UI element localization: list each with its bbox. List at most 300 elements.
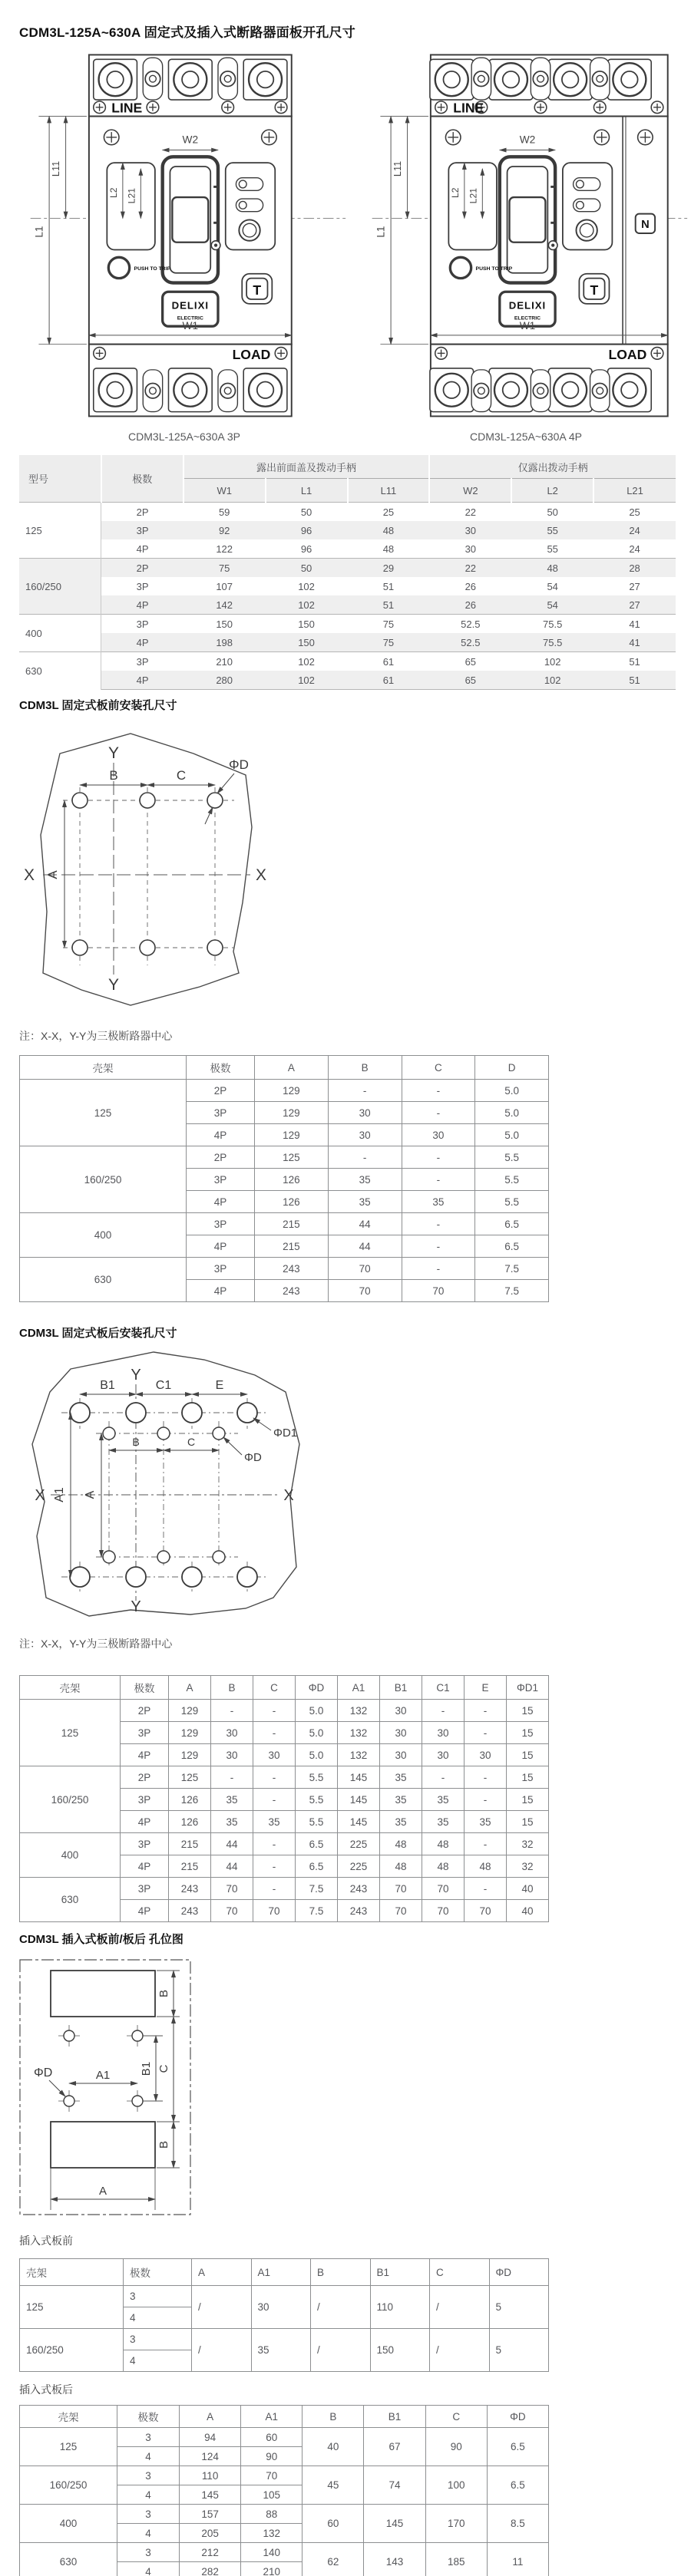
table-row [20, 1213, 549, 1235]
rear-mount-hole-drawing [15, 1344, 315, 1624]
dim-label-c: C [187, 1436, 196, 1448]
data-cell: 125 [20, 2286, 124, 2329]
data-cell: 4P [101, 671, 183, 690]
data-cell: 30 [251, 2286, 311, 2329]
data-cell: 50 [266, 559, 348, 578]
data-cell: 3 [117, 2543, 180, 2562]
w2-dim-label: W2 [519, 134, 536, 146]
data-table [19, 1675, 549, 1922]
dim-label-b: B [132, 1436, 140, 1448]
header-cell: 极数 [101, 455, 183, 503]
data-cell: 70 [211, 1878, 253, 1900]
indicator-recess [226, 163, 276, 249]
data-cell: 6.5 [296, 1833, 338, 1855]
line-label: LINE [111, 100, 143, 116]
header-cell: D [475, 1056, 549, 1080]
data-cell: 15 [507, 1766, 549, 1789]
dim-label-b-top: B [157, 1989, 170, 1998]
load-label: LOAD [608, 347, 647, 363]
toggle-handle [500, 157, 555, 282]
data-cell: 70 [328, 1280, 402, 1302]
data-cell: 70 [422, 1878, 465, 1900]
data-cell: 70 [465, 1900, 507, 1922]
data-cell: 30 [422, 1744, 465, 1766]
data-cell: 3 [117, 2428, 180, 2447]
table-row [20, 2543, 549, 2562]
header-cell: 极数 [187, 1056, 255, 1080]
data-cell: 5 [489, 2286, 549, 2329]
data-cell: 4P [187, 1124, 255, 1146]
dim-label-b1: B1 [140, 2061, 153, 2076]
data-cell: 212 [180, 2543, 241, 2562]
data-cell: 6.5 [475, 1235, 549, 1258]
data-cell: 110 [370, 2286, 430, 2329]
table-row [20, 2428, 549, 2447]
data-cell: 160/250 [20, 2466, 117, 2505]
data-cell: 3P [121, 1789, 169, 1811]
data-cell: 35 [328, 1191, 402, 1213]
data-cell: 44 [211, 1855, 253, 1878]
dim-label-x-left: X [23, 866, 35, 884]
data-cell: 4 [124, 2307, 192, 2329]
data-cell: 59 [183, 503, 266, 522]
header-cell: B1 [380, 1676, 422, 1700]
data-cell: 30 [211, 1744, 253, 1766]
data-cell: - [402, 1080, 475, 1102]
data-cell: 30 [211, 1722, 253, 1744]
data-cell: 129 [255, 1102, 329, 1124]
table-row [20, 1766, 549, 1789]
data-cell: 3P [101, 615, 183, 634]
data-cell: 3P [187, 1102, 255, 1124]
data-cell: 143 [364, 2543, 425, 2576]
data-cell: 4P [187, 1280, 255, 1302]
indicator-recess [563, 163, 613, 249]
header-cell: C [253, 1676, 296, 1700]
push-to-trip-label: PUSH TO TRIP [475, 266, 513, 272]
data-cell: 102 [511, 652, 593, 671]
breaker-3p-caption: CDM3L-125A~630A 3P [128, 430, 240, 443]
header-cell: ΦD [487, 2406, 548, 2428]
data-cell: 150 [183, 615, 266, 634]
data-cell: 3P [101, 652, 183, 671]
data-cell: 150 [266, 633, 348, 652]
data-cell: 75 [348, 633, 430, 652]
data-cell: 30 [328, 1102, 402, 1124]
data-cell: 35 [422, 1811, 465, 1833]
data-cell: 30 [380, 1700, 422, 1722]
data-cell: 52.5 [429, 633, 511, 652]
front-mount-section-title: CDM3L 固定式板前安装孔尺寸 [19, 699, 177, 712]
data-cell: 75 [348, 615, 430, 634]
data-cell: 140 [241, 2543, 303, 2562]
header-cell: L11 [348, 479, 430, 503]
breaker-3p-drawing-holder [19, 42, 349, 429]
table-row [20, 2286, 549, 2307]
header-cell: 露出前面盖及拨动手柄 [183, 455, 430, 479]
data-cell: 48 [382, 543, 395, 555]
data-cell: 67 [364, 2428, 425, 2466]
brand-label: DELIXI [508, 299, 547, 312]
data-cell: 4 [124, 2350, 192, 2372]
page-title: CDM3L-125A~630A 固定式及插入式断路器面板开孔尺寸 [19, 25, 355, 40]
header-cell: A [255, 1056, 329, 1080]
data-cell: 205 [180, 2524, 241, 2543]
data-cell: 170 [425, 2505, 487, 2543]
header-cell: 极数 [124, 2259, 192, 2286]
neutral-mark: N [641, 219, 650, 232]
data-cell: 5.0 [296, 1744, 338, 1766]
data-cell: 215 [255, 1213, 329, 1235]
data-cell: 40 [507, 1878, 549, 1900]
data-cell: 6.5 [487, 2466, 548, 2505]
brand-sub-label: ELECTRIC [514, 315, 541, 322]
data-cell: 24 [593, 521, 676, 539]
data-cell: 3P [101, 521, 183, 539]
data-cell: 132 [338, 1722, 380, 1744]
data-table [19, 2258, 549, 2372]
torn-sheet-outline [41, 734, 252, 1005]
data-cell: 51 [348, 595, 430, 615]
data-cell: 5.0 [296, 1700, 338, 1722]
dim-label-c: C [176, 768, 187, 783]
data-cell: 129 [169, 1744, 211, 1766]
data-cell: / [192, 2286, 252, 2329]
data-cell: 22 [429, 559, 511, 578]
header-cell: A1 [338, 1676, 380, 1700]
data-cell: 160/250 [20, 2329, 124, 2372]
data-cell: 30 [465, 543, 477, 555]
data-cell: 3P [121, 1878, 169, 1900]
data-cell: 400 [19, 615, 101, 652]
table-row [19, 633, 676, 652]
data-cell: 400 [20, 1833, 121, 1878]
data-cell: 55 [511, 521, 593, 539]
data-table [19, 2405, 549, 2576]
data-cell: 215 [255, 1235, 329, 1258]
data-cell: 215 [169, 1833, 211, 1855]
data-cell: 3P [121, 1722, 169, 1744]
dim-label-fd: ΦD [229, 757, 249, 772]
data-cell: - [402, 1235, 475, 1258]
data-cell: 60 [241, 2428, 303, 2447]
data-cell: 35 [211, 1811, 253, 1833]
data-cell: 5 [489, 2329, 549, 2372]
data-cell: 40 [303, 2428, 364, 2466]
data-cell: 2P [121, 1700, 169, 1722]
data-cell: 105 [241, 2485, 303, 2505]
header-cell: 壳架 [20, 1676, 121, 1700]
data-cell: 125 [255, 1146, 329, 1169]
data-cell: 280 [183, 671, 266, 690]
data-cell: 125 [20, 1700, 121, 1766]
data-cell: 27 [629, 580, 640, 592]
data-cell: 26 [465, 580, 477, 592]
data-cell: 50 [511, 503, 593, 522]
w1-dim-label: W1 [519, 320, 536, 332]
data-cell: 51 [593, 671, 676, 690]
data-cell: 6.5 [487, 2428, 548, 2466]
data-cell: 126 [255, 1169, 329, 1191]
data-cell: 7.5 [296, 1878, 338, 1900]
data-cell: 145 [338, 1789, 380, 1811]
header-cell: B1 [370, 2259, 430, 2286]
data-cell: 210 [241, 2562, 303, 2576]
plug-front-label: 插入式板前 [19, 2235, 73, 2247]
data-cell: 400 [20, 1213, 187, 1258]
breaker-4p-figure [361, 42, 691, 443]
data-cell: 630 [20, 1258, 187, 1302]
data-cell: 129 [169, 1700, 211, 1722]
data-cell: 62 [303, 2543, 364, 2576]
data-cell: - [328, 1080, 402, 1102]
data-cell: 5.5 [475, 1146, 549, 1169]
data-cell: 48 [348, 521, 430, 539]
data-cell: - [422, 1766, 465, 1789]
header-cell: B [311, 2259, 371, 2286]
data-cell: 35 [211, 1789, 253, 1811]
data-cell: 125 [169, 1766, 211, 1789]
header-cell: B [211, 1676, 253, 1700]
test-button-label: T [590, 282, 599, 298]
data-cell: 198 [183, 633, 266, 652]
l2-dim-label: L2 [450, 187, 461, 199]
data-cell: - [328, 1146, 402, 1169]
data-cell: - [253, 1789, 296, 1811]
header-cell: L2 [511, 479, 593, 503]
header-cell: 极数 [121, 1676, 169, 1700]
data-cell: - [253, 1766, 296, 1789]
breaker-body [431, 117, 668, 345]
data-cell: 88 [241, 2505, 303, 2524]
data-cell: 7.5 [296, 1900, 338, 1922]
data-cell: 44 [328, 1235, 402, 1258]
data-cell: 22 [429, 503, 511, 522]
toggle-handle [163, 157, 218, 282]
table-row [19, 671, 676, 690]
data-cell: - [253, 1878, 296, 1900]
data-cell: 96 [300, 543, 312, 555]
data-cell: - [402, 1169, 475, 1191]
rear-mount-note: 注：X-X，Y-Y为三极断路器中心 [19, 1638, 173, 1650]
table-row [20, 2406, 549, 2428]
l2-dim-label: L2 [108, 187, 120, 199]
front-mount-hole-drawing [15, 720, 276, 1021]
header-cell: 壳架 [20, 2259, 124, 2286]
data-cell: 630 [20, 2543, 117, 2576]
data-cell: 54 [547, 580, 558, 592]
data-cell: 4P [121, 1900, 169, 1922]
plug-hole-drawing [15, 1955, 200, 2220]
table-row [19, 503, 676, 522]
table-row [19, 652, 676, 671]
data-cell: 25 [593, 503, 676, 522]
dim-label-c: C [157, 2064, 170, 2073]
rear-mount-section-title: CDM3L 固定式板后安装孔尺寸 [19, 1327, 177, 1340]
push-to-trip-label: PUSH TO TRIP [134, 266, 171, 272]
data-cell: 75.5 [511, 633, 593, 652]
data-cell: 107 [216, 580, 233, 592]
dim-label-b: B [109, 768, 118, 783]
line-label: LINE [453, 100, 484, 116]
data-cell: 94 [180, 2428, 241, 2447]
dim-label-fd: ΦD [244, 1451, 262, 1464]
front-mount-note: 注：X-X，Y-Y为三极断路器中心 [19, 1030, 173, 1042]
table-row [20, 1700, 549, 1722]
data-cell: 126 [169, 1789, 211, 1811]
plug-rear-table [19, 2405, 549, 2576]
table-row [19, 539, 676, 559]
header-cell: L1 [266, 479, 348, 503]
data-cell: 35 [380, 1811, 422, 1833]
header-cell: 极数 [117, 2406, 180, 2428]
data-cell: 61 [348, 652, 430, 671]
header-cell: W2 [429, 479, 511, 503]
test-button [242, 274, 272, 304]
data-cell: 96 [266, 521, 348, 539]
data-cell: 157 [180, 2505, 241, 2524]
data-cell: 15 [507, 1744, 549, 1766]
header-cell: B1 [364, 2406, 425, 2428]
data-cell: 41 [593, 615, 676, 634]
data-cell: 30 [429, 521, 511, 539]
data-cell: - [402, 1213, 475, 1235]
data-cell: 4P [101, 595, 183, 615]
plug-section-title: CDM3L 插入式板前/板后 孔位图 [19, 1933, 183, 1946]
data-cell: 35 [251, 2329, 311, 2372]
w2-dim-label: W2 [182, 134, 199, 146]
data-cell: 70 [380, 1900, 422, 1922]
line-terminal-strip [430, 54, 668, 116]
data-cell: 15 [507, 1700, 549, 1722]
data-cell: 129 [255, 1124, 329, 1146]
header-cell: C [430, 2259, 490, 2286]
left-recess [448, 163, 497, 249]
data-cell: 3P [187, 1169, 255, 1191]
dim-label-b-bottom: B [157, 2140, 170, 2149]
data-cell: 15 [507, 1722, 549, 1744]
data-cell: 90 [241, 2447, 303, 2466]
w1-dim-label: W1 [182, 320, 199, 332]
data-cell: - [465, 1833, 507, 1855]
data-cell: 2P [121, 1766, 169, 1789]
data-cell: 142 [183, 595, 266, 615]
table-row [19, 615, 676, 634]
dim-label-y-top: Y [131, 1367, 141, 1384]
data-cell: 27 [593, 595, 676, 615]
header-cell: ΦD [296, 1676, 338, 1700]
data-cell: 44 [328, 1213, 402, 1235]
data-cell: - [465, 1878, 507, 1900]
data-cell: 48 [380, 1855, 422, 1878]
data-cell: - [211, 1766, 253, 1789]
data-cell: 4P [101, 633, 183, 652]
dim-label-y-bottom: Y [107, 976, 120, 994]
data-cell: 2P [101, 559, 183, 578]
data-cell: 65 [429, 652, 511, 671]
data-cell: 70 [380, 1878, 422, 1900]
data-cell: 5.5 [296, 1766, 338, 1789]
dim-label-e: E [215, 1379, 224, 1392]
data-cell: - [402, 1258, 475, 1280]
data-cell: 145 [338, 1766, 380, 1789]
front-mount-table [19, 1055, 549, 1302]
dim-label-fd1: ΦD1 [273, 1427, 298, 1440]
data-cell: 5.5 [475, 1191, 549, 1213]
data-cell: 92 [183, 521, 266, 539]
data-cell: 65 [429, 671, 511, 690]
data-cell: 126 [255, 1191, 329, 1213]
header-cell: A1 [241, 2406, 303, 2428]
data-cell: 5.5 [475, 1169, 549, 1191]
brand-label: DELIXI [171, 299, 210, 312]
data-cell: 225 [338, 1855, 380, 1878]
data-cell: 2P [101, 503, 183, 522]
data-cell: 48 [511, 559, 593, 578]
data-cell: - [253, 1855, 296, 1878]
breaker-3p-drawing [19, 42, 349, 425]
data-cell: 129 [169, 1722, 211, 1744]
data-cell: 243 [255, 1258, 329, 1280]
data-cell: 6.5 [296, 1855, 338, 1878]
dim-label-fd: ΦD [34, 2066, 53, 2080]
breaker-3p-figure [19, 42, 349, 443]
header-cell: E [465, 1676, 507, 1700]
data-cell: 243 [338, 1878, 380, 1900]
brand-sub-label: ELECTRIC [177, 315, 203, 322]
data-cell: 7.5 [475, 1280, 549, 1302]
dim-label-x-right: X [283, 1487, 294, 1504]
data-cell: 25 [348, 503, 430, 522]
data-cell: 70 [211, 1900, 253, 1922]
data-cell: 32 [507, 1855, 549, 1878]
breaker-4p-caption: CDM3L-125A~630A 4P [470, 430, 582, 443]
dim-label-c1: C1 [155, 1379, 172, 1392]
breaker-4p-drawing-holder [361, 42, 691, 429]
table-row [20, 2466, 549, 2485]
l11-dim-label: L11 [392, 160, 403, 177]
data-cell: 160/250 [20, 1146, 187, 1213]
header-cell: W1 [183, 479, 266, 503]
data-cell: 102 [266, 671, 348, 690]
data-cell: 2P [187, 1080, 255, 1102]
data-cell: - [465, 1766, 507, 1789]
data-cell: 132 [241, 2524, 303, 2543]
data-cell: 15 [507, 1811, 549, 1833]
data-cell: 2P [187, 1146, 255, 1169]
data-cell: 126 [169, 1811, 211, 1833]
data-cell: 29 [348, 559, 430, 578]
breaker-body [89, 117, 292, 345]
data-cell: / [192, 2329, 252, 2372]
table-row [20, 1056, 549, 1080]
data-cell: 125 [20, 1080, 187, 1146]
data-cell: 6.5 [475, 1213, 549, 1235]
data-cell: - [465, 1700, 507, 1722]
table-row [19, 455, 676, 479]
dim-label-b1: B1 [100, 1379, 115, 1392]
data-cell: 74 [364, 2466, 425, 2505]
data-cell: 70 [328, 1258, 402, 1280]
header-cell: 壳架 [20, 1056, 187, 1080]
data-cell: 185 [425, 2543, 487, 2576]
header-cell: B [303, 2406, 364, 2428]
data-cell: 48 [422, 1855, 465, 1878]
table-row [20, 2259, 549, 2286]
data-cell: 75 [183, 559, 266, 578]
data-cell: / [430, 2329, 490, 2372]
data-cell: 44 [211, 1833, 253, 1855]
